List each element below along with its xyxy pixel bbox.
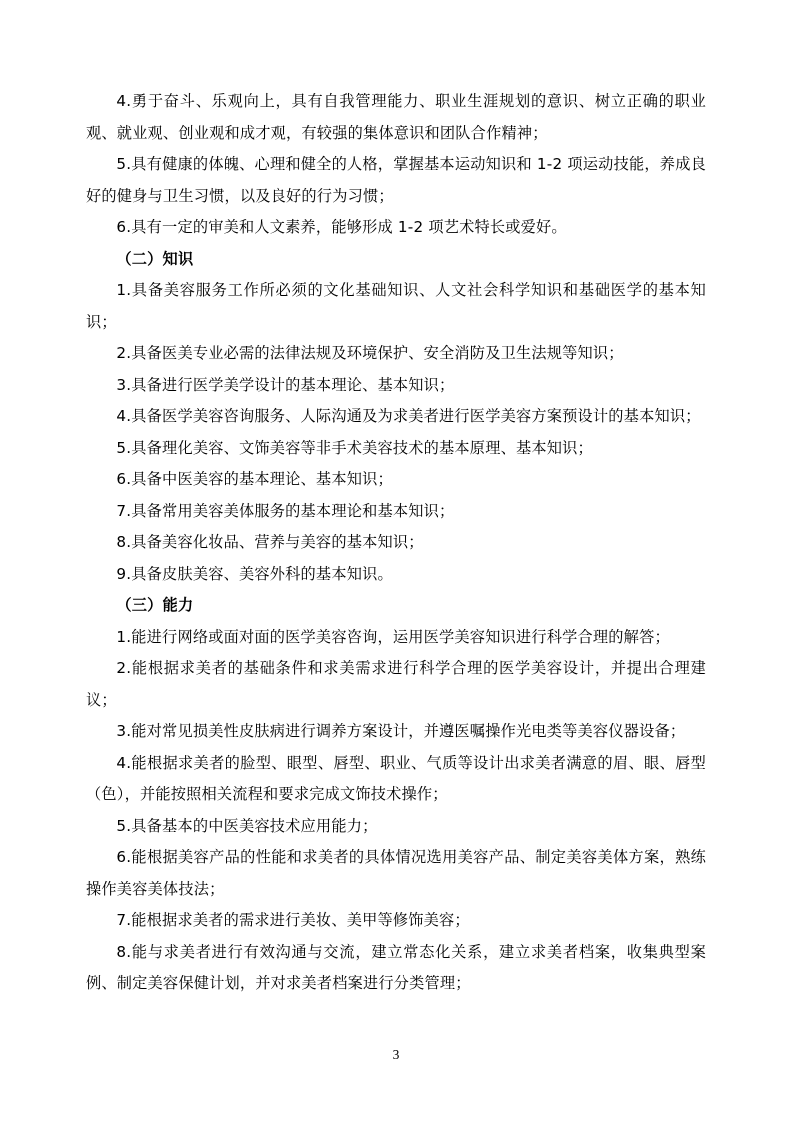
page-number: 3 — [392, 1047, 400, 1062]
body-paragraph: 3.具备进行医学美学设计的基本理论、基本知识； — [116, 375, 455, 394]
body-paragraph: 8.能与求美者进行有效沟通与交流，建立常态化关系，建立求美者档案，收集典型案例、制定美容保健计划，并对求美者档案进行分类管理； — [86, 942, 706, 992]
body-paragraph: 2.能根据求美者的基础条件和求美需求进行科学合理的医学美容设计，并提出合理建议； — [86, 659, 706, 709]
section-heading: （三）能力 — [116, 596, 194, 614]
body-paragraph: 6.能根据美容产品的性能和求美者的具体情况选用美容产品、制定美容美体方案，熟练操作美容美体技法； — [86, 848, 706, 898]
body-paragraph: 5.具备基本的中医美容技术应用能力； — [116, 816, 378, 835]
body-paragraph: 2.具备医美专业必需的法律法规及环境保护、安全消防及卫生法规等知识； — [116, 344, 624, 362]
body-paragraph: 5.具备理化美容、文饰美容等非手术美容技术的基本原理、基本知识； — [116, 438, 593, 457]
document-body — [86, 86, 706, 1000]
body-paragraph: 4.具备医学美容咨询服务、人际沟通及为求美者进行医学美容方案预设计的基本知识； — [116, 407, 701, 425]
body-paragraph: 9.具备皮肤美容、美容外科的基本知识。 — [116, 564, 393, 583]
body-paragraph: 6.具有一定的审美和人文素养，能够形成 1-2 项艺术特长或爱好。 — [116, 218, 567, 236]
body-paragraph: 8.具备美容化妆品、营养与美容的基本知识； — [116, 533, 424, 551]
body-paragraph: 7.能根据求美者的需求进行美妆、美甲等修饰美容； — [116, 911, 470, 929]
body-paragraph: 3.能对常见损美性皮肤病进行调养方案设计，并遵医嘱操作光电类等美容仪器设备； — [116, 722, 686, 740]
body-paragraph: 1.能进行网络或面对面的医学美容咨询，运用医学美容知识进行科学合理的解答； — [116, 627, 670, 646]
body-paragraph: 5.具有健康的体魄、心理和健全的人格，掌握基本运动知识和 1-2 项运动技能，养成良好的健身与卫生习惯，以及良好的行为习惯； — [86, 155, 706, 205]
section-heading: （二）知识 — [116, 249, 194, 268]
body-paragraph: 4.勇于奋斗、乐观向上，具有自我管理能力、职业生涯规划的意识、树立正确的职业观、就业观、创业观和成才观，有较强的集体意识和团队合作精神； — [86, 92, 706, 142]
body-paragraph: 6.具备中医美容的基本理论、基本知识； — [116, 470, 393, 488]
body-paragraph: 4.能根据求美者的脸型、眼型、唇型、职业、气质等设计出求美者满意的眉、眼、唇型（色），并能按照相关流程和要求完成文饰技术操作； — [86, 753, 706, 803]
body-paragraph: 7.具备常用美容美体服务的基本理论和基本知识； — [116, 501, 455, 520]
body-paragraph: 1.具备美容服务工作所必须的文化基础知识、人文社会科学知识和基础医学的基本知识； — [86, 281, 706, 331]
